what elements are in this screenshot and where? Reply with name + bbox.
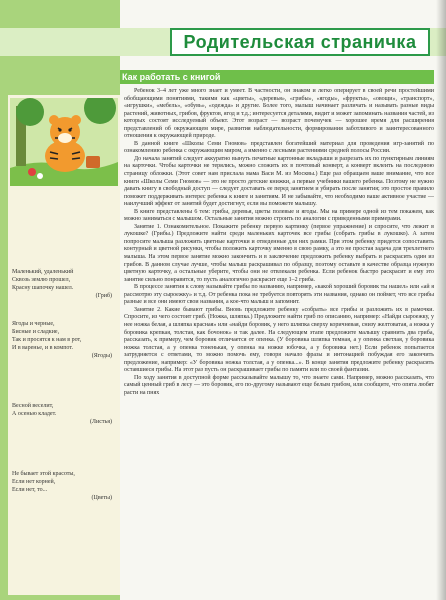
tiger-cub-illustration <box>10 98 118 186</box>
sidebar-poem-mushroom <box>12 268 116 300</box>
sidebar-poem-leaves <box>12 402 116 426</box>
poem-line: Если нет, то... <box>12 487 48 493</box>
sidebar-poem-berries <box>12 320 116 360</box>
paragraph-lesson-2-notes: По ходу занятия в доступной форме рассказывайте малышу то, что знаете сами. Например, можно рассказать, что самый ценный гриб в лесу — это боровик, его по-другому называют еще белым грибом, или сообщите, что опята любят расти на пнях <box>124 374 434 396</box>
paragraph-topics: В книге представлены 6 тем: грибы, деревья, цветы полевые и ягоды. Мы на примере одной из тем покажем, как можно заниматься с малышом. Остальные занятия можно строить по аналогии с приведенными примерами. <box>124 208 434 223</box>
section-title: Как работать с книгой <box>122 72 221 82</box>
paragraph-preparation: До начала занятий следует аккуратно вынуть печатные картонные вкладыши и разрезать их по пунктирным линиям на карточки. Чтобы карточки не терялись, можно сложить их в почтовый конверт, а конверт вклеить на последнюю страницу обложки. (Этот совет нам прислала мама Васи М. из Москвы.) Еще раз обращаем ваше внимание, что все книги «Школы Семи Гномов» — это не просто детские книжки, а первые учебники вашего ребенка. Поэтому не нужно давать книгу в свободный доступ — следует доставать ее перед занятием и убирать после занятия; это простое правило поможет поддерживать интерес ребенка к книге и занятиям. И не забывайте, что необходимо ваше активное участие — наилучший эффект от занятий будет достигнут, если вы поможете малышу. <box>124 155 434 208</box>
paragraph-lesson-1: Занятие 1. Ознакомительное. Покажите ребенку первую картинку (первое упражнение) и спросите, что лежит в лукошке? (Грибы.) Предложите найти среди маленьких карточек все грибы (собрать грибы в лукошко). А затем попросите малыша разложить цветные карточки и отведенные для них рамки. При этом ребенку придется сопоставить контурный и цветной рисунки, чтобы положить карточку именно в свою рамку, а это не простая задача для трехлетнего малыша. На этом первое занятие можно закончить и в заключение предложить ребенку выбрать и раскрасить один из грибов. В данном случае лучше, чтобы малыш раскрашивал по образцу, поэтому оставьте в качестве образца нужную цветную карточку, а остальные уберите, чтобы они не отвлекали ребенка. Если ребенок быстро раскрасит и ему это занятие сильно понравится, то пусть аналогично раскрасит еще 1–2 гриба. <box>124 223 434 283</box>
poem-line: Не бывает этой красоты, <box>12 471 75 477</box>
poem-line: Сквозь землю прошел, <box>12 277 71 283</box>
paragraph-lesson-2: Занятие 2. Какие бывают грибы. Вновь предложите ребенку «собрать» все грибы и разложить их в рамочки. Спросите, из чего состоит гриб. (Ножка, шляпка.) Предложите найти гриб по описанию, например: «Найди сыроежку, у нее ножка белая, а шляпка красная» или «найди боровик, у него шляпка сверху коричневая, снизу желтоватая, а ножка у боровика крепкая, толстая, как бочонок» и так далее. На следующем этапе предложите малышу сравнить два гриба, рассказать, к примеру, чем боровик отличается от опенка. (У боровика шляпка темная, а у опенка светлая, у боровика ножка толстая, а у опенка тоненькая, у опенка на ножке юбочка, а у боровика нет.) Если ребенок попытается затрудняется с ответами, то можно помочь ему, говоря начало фразы и интонацией побуждая его закончить предложение, например: «У боровика ножка толстая, а у опенка...». В конце занятия предложите ребенку раскрасить оставшиеся грибы. На этот раз пусть он раскрашивает грибы по памяти или по своей фантазии. <box>124 306 434 374</box>
poem-answer: (Листья) <box>89 419 112 425</box>
poem-line: Так и просятся к нам в рот, <box>12 337 82 343</box>
paragraph-book-description: В данной книге «Школы Семи Гномов» представлен богатейший материал для проведения игр-занятий по ознакомлению ребенка с окружающим миром, а именно с лесными растениями средней полосы России. <box>124 140 434 155</box>
poem-line: Весной веселит, <box>12 403 54 409</box>
poem-line: Бисные и сладкие, <box>12 329 60 335</box>
poem-line: А осенью кладет. <box>12 411 57 417</box>
poem-line: Красну шапочку нашел. <box>12 285 74 291</box>
poem-line: Маленький, удаленький <box>12 269 74 275</box>
poem-answer: (Гриб) <box>95 293 112 299</box>
sidebar-poem-flowers <box>12 470 116 502</box>
poem-line: Если нет корней, <box>12 479 56 485</box>
poem-line: И в варенье, и в компот. <box>12 345 73 351</box>
page-spine-shadow <box>436 0 446 600</box>
poem-answer: (Ягоды) <box>91 353 112 359</box>
paragraph-intro: Ребенок 3–4 лет уже много знает и умеет. В частности, он знаком и легко оперирует в своей речи простейшими обобщающими понятиями, такими как «цветы», «деревья», «грибы», «ягоды», «фрукты», «овощи», «транспорт», «игрушки», «мебель», «обувь», «одежда» и другие. Более того, малыш начинает различать и называть разные виды растений, животных, грибов, фруктов, ягод и т.д.; интересуется деталями, видит и может запоминать названия частей, из которых состоят исследуемый объект. Этот возраст — возраст почемучек — хорошее время для расширения представлений об окружающем мире, развития наблюдательности, формирования заботливого и заинтересованного отношения к окружающей природе. <box>124 88 434 140</box>
article-body <box>124 88 434 596</box>
poem-line: Ягоды и черные, <box>12 321 55 327</box>
poem-answer: (Цветы) <box>91 495 112 501</box>
page-title: Родительская страничка <box>170 28 430 56</box>
paragraph-lesson-1-notes: В процессе занятия к слову называйте грибы по названию, например, «какой хороший боровик ты нашел» или «ай я рассмотрю эту сыроежку» и т.д. От ребенка пока не требуется повторять эти названия, однако он поймет, что все грибы разные и все они имеют свои названия, а кое-что малыш и запомнит. <box>124 284 434 306</box>
